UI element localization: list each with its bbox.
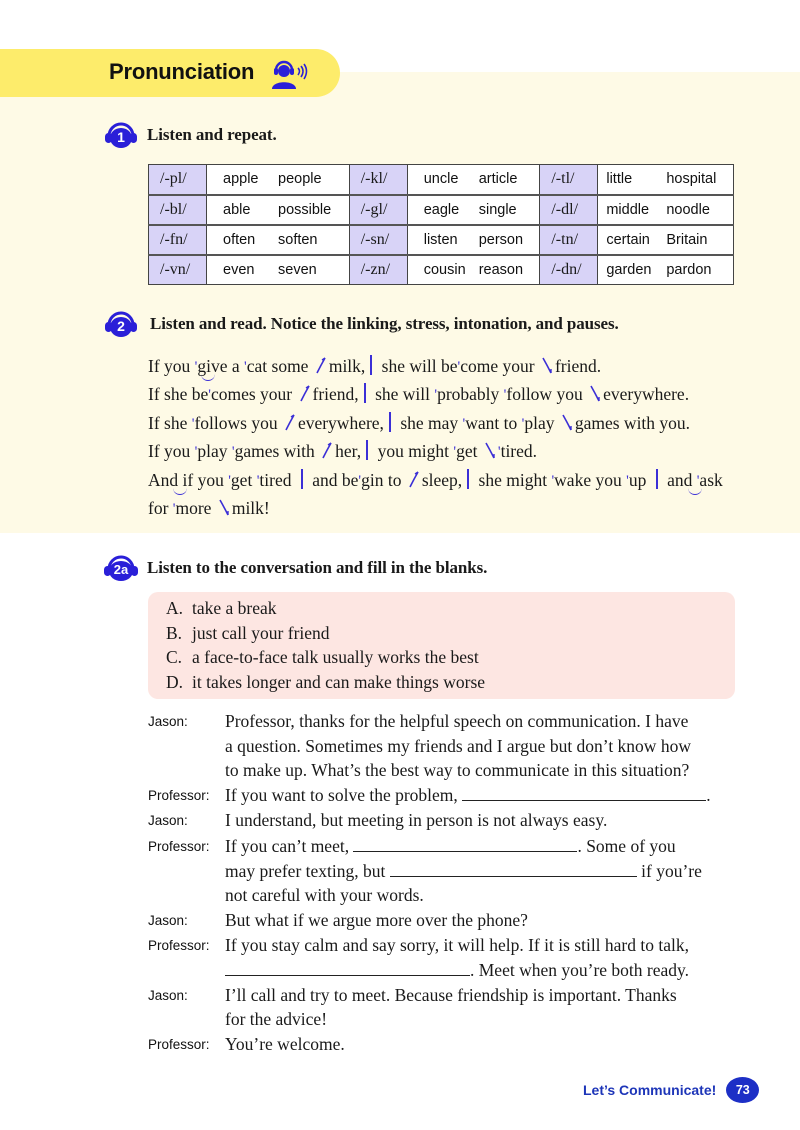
- text: ask: [699, 469, 723, 490]
- dialogue-turn: [148, 933, 738, 982]
- text: follow you: [506, 384, 588, 405]
- text: gin to: [361, 469, 406, 490]
- speech-line: not careful with your words.: [225, 885, 424, 906]
- text: wake you: [554, 469, 627, 490]
- stress-mark: ': [244, 359, 247, 375]
- stress-mark: ': [208, 387, 211, 404]
- word-cell: [207, 255, 350, 285]
- section-number: 1: [117, 129, 125, 145]
- text: you might: [373, 441, 454, 462]
- option-letter: C.: [166, 647, 183, 668]
- speech-text: if you’re: [636, 860, 702, 881]
- word: person: [478, 231, 524, 248]
- option-letter: B.: [166, 622, 183, 643]
- option-text: take a break: [192, 598, 277, 618]
- section-number: 2a: [113, 562, 129, 577]
- stress-mark: ': [453, 444, 457, 461]
- stress-mark: ': [462, 415, 466, 432]
- option-text: a face-to-face talk usually works the best: [192, 647, 479, 668]
- word: article: [478, 171, 518, 188]
- pause-bar: [366, 440, 368, 460]
- sound-cell: /-zn/: [349, 255, 407, 285]
- falling-intonation-icon: [218, 497, 230, 517]
- text: for: [148, 497, 173, 518]
- stress-mark: ': [172, 500, 176, 517]
- speaker-label: Professor:: [148, 787, 210, 803]
- section-banner: [0, 49, 340, 97]
- word: cousin: [423, 261, 466, 278]
- blank-1-input[interactable]: [462, 784, 706, 801]
- speech-text: . Meet when you’re both ready.: [470, 959, 689, 980]
- speaker-label: Professor:: [148, 1036, 210, 1052]
- word: possible: [278, 201, 332, 218]
- sound-cell: /-fn/: [149, 225, 207, 255]
- text: get: [230, 469, 257, 490]
- speaker-label: Jason:: [148, 987, 188, 1003]
- option-letter: D.: [166, 671, 184, 692]
- pause-bar: [467, 469, 469, 489]
- speech-text: .: [706, 784, 711, 805]
- dialogue-turn: [148, 709, 738, 783]
- word: single: [478, 201, 517, 218]
- option-b: [166, 621, 735, 646]
- text: more: [175, 497, 216, 518]
- word: Britain: [666, 231, 708, 248]
- speech-line: for the advice!: [225, 1009, 328, 1030]
- page-footer: [583, 1077, 759, 1103]
- blank-2-input[interactable]: [353, 835, 577, 852]
- text: everywhere,: [297, 412, 384, 433]
- word: hospital: [666, 171, 717, 188]
- book-title: Let’s Communicate!: [583, 1082, 717, 1098]
- audio-badge-1[interactable]: [103, 118, 139, 152]
- falling-intonation-icon: [561, 412, 573, 432]
- text: If she: [148, 412, 192, 433]
- speech-line: to make up. What’s the best way to communicate in this situation?: [225, 760, 690, 781]
- table-row: [149, 255, 734, 285]
- speech-line: I’ll call and try to meet. Because friendship is important. Thanks: [225, 984, 677, 1005]
- word: often: [223, 231, 256, 248]
- stress-mark: ': [191, 415, 195, 432]
- stress-mark: ': [457, 359, 461, 375]
- word-cell: [407, 255, 540, 285]
- word: listen: [423, 231, 458, 248]
- text: If you: [148, 441, 195, 462]
- rising-intonation-icon: [315, 355, 327, 375]
- passage-line: [148, 437, 748, 465]
- text: she will: [370, 384, 435, 405]
- text: d: [169, 469, 179, 490]
- word: seven: [278, 261, 317, 278]
- speech-line: a question. Sometimes my friends and I argue but don’t know how: [225, 735, 691, 756]
- stress-mark: ': [434, 387, 438, 404]
- rising-intonation-icon: [321, 440, 333, 460]
- dialogue-turn: [148, 783, 738, 809]
- word: uncle: [423, 171, 459, 188]
- text: she may: [395, 412, 463, 433]
- text: play: [197, 441, 232, 462]
- speech-line: You’re welcome.: [225, 1033, 345, 1054]
- speaker-label: Professor:: [148, 938, 210, 954]
- stress-mark: ': [228, 472, 231, 489]
- text: milk!: [231, 497, 270, 518]
- speech-text: If you want to solve the problem,: [225, 784, 463, 805]
- text: want to: [465, 412, 522, 433]
- pause-bar: [656, 469, 658, 489]
- dialogue-turn: [148, 983, 738, 1032]
- linking-arc: [194, 356, 228, 376]
- dialogue-turn: [148, 908, 738, 934]
- option-d: [166, 670, 735, 695]
- text: If you: [148, 356, 195, 376]
- linking-arc: [169, 470, 193, 490]
- text: she might: [474, 469, 552, 490]
- text: friend,: [312, 384, 359, 405]
- text: probably: [437, 384, 504, 405]
- blank-4-input[interactable]: [225, 959, 470, 976]
- sound-cell: /-vn/: [149, 255, 207, 285]
- text: come your: [460, 356, 539, 376]
- sound-cell: /-bl/: [149, 195, 207, 225]
- word-cell: [207, 225, 350, 255]
- word-cell: [207, 165, 350, 195]
- speaker-label: Jason:: [148, 912, 188, 928]
- audio-badge-2a[interactable]: [103, 551, 139, 585]
- text: If she be: [148, 384, 209, 405]
- stress-mark: ': [696, 472, 700, 489]
- word-cell: [598, 165, 734, 195]
- pause-bar: [389, 412, 391, 432]
- text: cat some: [246, 356, 313, 376]
- text: sleep,: [421, 469, 463, 490]
- word: soften: [278, 231, 318, 248]
- word: even: [223, 261, 255, 278]
- pronunciation-table: [148, 164, 734, 285]
- speech-line: If you stay calm and say sorry, it will help. If it is still hard to talk,: [225, 935, 689, 956]
- table-row: [149, 225, 734, 255]
- speaker-label: Professor:: [148, 838, 210, 854]
- stress-mark: ': [497, 444, 501, 461]
- text: she will be: [377, 356, 458, 376]
- word: reason: [478, 261, 524, 278]
- speech-text: may prefer texting, but: [225, 860, 390, 881]
- text: her,: [335, 441, 362, 462]
- speech-line: But what if we argue more over the phone?: [225, 909, 528, 930]
- headset-speaker-icon: [270, 58, 310, 90]
- stress-mark: ': [194, 444, 198, 461]
- text: everywhere.: [603, 384, 690, 405]
- answer-options-box: [148, 592, 735, 699]
- section-2a-header: [103, 551, 487, 585]
- word: garden: [606, 261, 652, 278]
- reading-passage: [148, 352, 748, 522]
- text: you: [193, 469, 229, 490]
- text: comes your: [210, 384, 297, 405]
- option-letter: A.: [166, 598, 184, 618]
- text: an: [662, 469, 684, 490]
- falling-intonation-icon: [541, 355, 553, 375]
- page-number: 73: [726, 1077, 759, 1103]
- text: tired: [259, 469, 296, 490]
- pause-bar: [364, 383, 366, 403]
- text: An: [148, 469, 170, 490]
- pause-bar: [370, 355, 372, 375]
- stress-mark: ': [503, 387, 507, 404]
- section-instruction: Listen and repeat.: [147, 125, 277, 144]
- stress-mark: ': [231, 444, 235, 461]
- text: if: [182, 469, 194, 490]
- linking-arc: [684, 470, 697, 490]
- text: tired.: [500, 441, 538, 462]
- text: follows you: [194, 412, 282, 433]
- speaker-label: Jason:: [148, 813, 188, 829]
- table-row: [149, 165, 734, 195]
- text: games with you.: [574, 412, 691, 433]
- rising-intonation-icon: [408, 469, 420, 489]
- word: people: [278, 171, 322, 188]
- text: up: [628, 469, 651, 490]
- blank-3-input[interactable]: [390, 860, 637, 877]
- dialogue-turn: [148, 1032, 738, 1058]
- text: milk,: [328, 356, 366, 376]
- passage-line: [148, 494, 748, 522]
- word: middle: [606, 201, 650, 218]
- stress-mark: ': [521, 415, 525, 432]
- word: apple: [223, 171, 259, 188]
- sound-cell: /-pl/: [149, 165, 207, 195]
- sound-cell: /-kl/: [349, 165, 407, 195]
- dialogue-turn: [148, 808, 738, 834]
- word-cell: [207, 195, 350, 225]
- speaker-label: Jason:: [148, 714, 188, 729]
- section-instruction: Listen to the conversation and fill in the blanks.: [147, 558, 488, 577]
- audio-badge-2[interactable]: [103, 307, 139, 341]
- text: d: [683, 469, 693, 490]
- page-title: Pronunciation: [109, 59, 255, 84]
- passage-line: [148, 409, 748, 437]
- falling-intonation-icon: [484, 440, 496, 460]
- option-text: it takes longer and can make things worse: [192, 671, 486, 692]
- word: little: [606, 171, 633, 188]
- word: pardon: [666, 261, 712, 278]
- option-a: [166, 596, 735, 621]
- option-text: just call your friend: [192, 622, 330, 643]
- word-cell: [598, 225, 734, 255]
- option-c: [166, 645, 735, 670]
- text: friend.: [554, 356, 602, 376]
- text: a: [227, 356, 245, 376]
- stress-mark: ': [256, 472, 260, 489]
- text: give: [197, 356, 228, 376]
- word: eagle: [423, 201, 460, 218]
- word: noodle: [666, 201, 710, 218]
- rising-intonation-icon: [284, 412, 296, 432]
- text: games with: [234, 441, 320, 462]
- text: get: [456, 441, 482, 462]
- sound-cell: /-dl/: [540, 195, 598, 225]
- passage-line: [148, 352, 748, 380]
- passage-line: [148, 380, 748, 408]
- sound-cell: /-sn/: [349, 225, 407, 255]
- stress-mark: ': [194, 359, 198, 375]
- rising-intonation-icon: [299, 383, 311, 403]
- table-row: [149, 195, 734, 225]
- word-cell: [407, 225, 540, 255]
- section-2-header: [103, 307, 619, 341]
- section-instruction: Listen and read. Notice the linking, stress, intonation, and pauses.: [150, 314, 619, 333]
- word: able: [223, 201, 251, 218]
- falling-intonation-icon: [589, 383, 601, 403]
- sound-cell: /-tn/: [540, 225, 598, 255]
- text: play: [524, 412, 559, 433]
- conversation: [148, 709, 738, 1057]
- word-cell: [407, 165, 540, 195]
- sound-cell: /-dn/: [540, 255, 598, 285]
- word-cell: [598, 255, 734, 285]
- stress-mark: ': [626, 472, 629, 489]
- section-1-header: [103, 118, 277, 152]
- speech-text: If you can’t meet,: [225, 835, 354, 856]
- sound-cell: /-gl/: [349, 195, 407, 225]
- pause-bar: [301, 469, 303, 489]
- word-cell: [407, 195, 540, 225]
- stress-mark: ': [551, 472, 555, 489]
- passage-line: [148, 466, 748, 494]
- stress-mark: ': [358, 472, 362, 489]
- dialogue-turn: [148, 834, 738, 908]
- word: certain: [606, 231, 650, 248]
- speech-line: I understand, but meeting in person is not always easy.: [225, 810, 608, 831]
- speech-line: Professor, thanks for the helpful speech on communication. I have: [225, 711, 689, 731]
- text: and be: [307, 469, 359, 490]
- word-cell: [598, 195, 734, 225]
- speech-text: . Some of you: [577, 835, 676, 856]
- sound-cell: /-tl/: [540, 165, 598, 195]
- section-number: 2: [117, 318, 125, 334]
